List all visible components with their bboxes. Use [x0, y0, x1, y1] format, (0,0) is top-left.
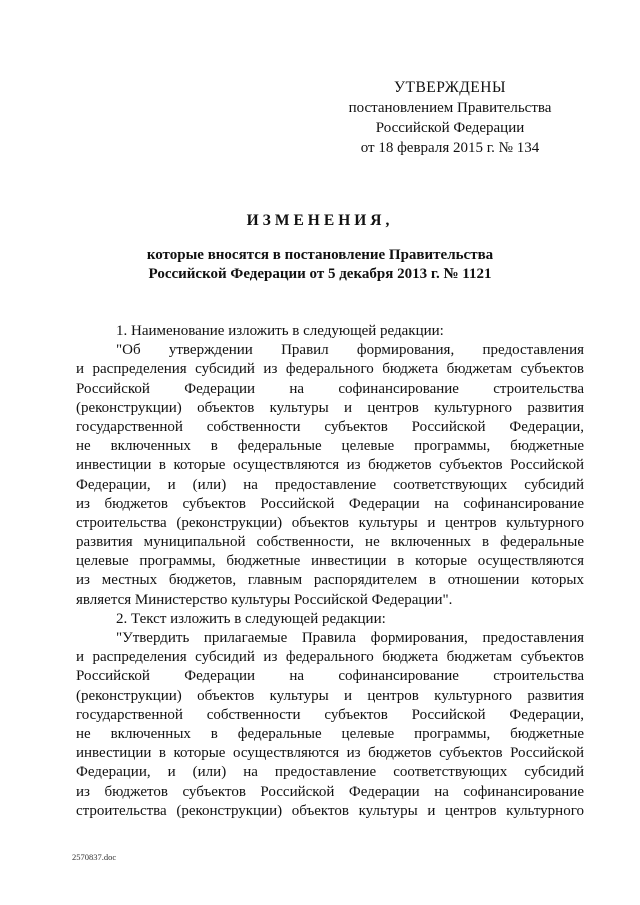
- body-line: 1. Наименование изложить в следующей редакции:: [116, 323, 444, 339]
- body-line: (реконструкции) объектов культуры и центров культурного развития: [76, 399, 584, 416]
- approval-line-2: Российской Федерации: [375, 120, 525, 136]
- file-name-footer: 2570837.doc: [72, 852, 117, 862]
- approval-line-1: постановлением Правительства: [348, 100, 552, 116]
- body-line: не включенных в федеральные целевые программы, бюджетные: [76, 725, 584, 742]
- body-line: государственной собственности субъектов Российской Федерации,: [76, 418, 584, 435]
- body-line: инвестиции в которые осуществляются из бюджетов субъектов Российской: [76, 745, 584, 762]
- document-subtitle: [0, 246, 640, 284]
- body-line: из бюджетов субъектов Российской Федерации на софинансирование: [76, 783, 584, 800]
- body-line: 2. Текст изложить в следующей редакции:: [116, 610, 386, 627]
- body-line: Российской Федерации на софинансирование строительства: [76, 668, 584, 685]
- body-line: и распределения субсидий из федерального бюджета бюджетам субъектов: [76, 361, 584, 378]
- body-line: "Утвердить прилагаемые Правила формирования, предоставления: [116, 630, 584, 646]
- body-line: строительства (реконструкции) объектов культуры и центров культурного: [76, 514, 584, 531]
- body-line: является Министерство культуры Российской Федерации".: [76, 591, 453, 608]
- body-line: "Об утверждении Правил формирования, предоставления: [116, 342, 584, 359]
- body-line: строительства (реконструкции) объектов культуры и центров культурного: [76, 802, 584, 819]
- subtitle-line-2: Российской Федерации от 5 декабря 2013 г. № 1121: [148, 266, 492, 282]
- subtitle-line-1: которые вносятся в постановление Правительства: [146, 247, 494, 263]
- body-line: не включенных в федеральные целевые программы, бюджетные: [76, 438, 584, 455]
- document-title: ИЗМЕНЕНИЯ,: [246, 212, 394, 229]
- body-line: Российской Федерации на софинансирование строительства: [76, 380, 584, 397]
- body-line: государственной собственности субъектов Российской Федерации,: [76, 706, 584, 723]
- body-line: и распределения субсидий из федерального бюджета бюджетам субъектов: [76, 649, 584, 666]
- document-body: [76, 322, 584, 821]
- body-line: Федерации, и (или) на предоставление соответствующих субсидий: [76, 764, 584, 781]
- body-line: Федерации, и (или) на предоставление соответствующих субсидий: [76, 476, 584, 493]
- body-line: (реконструкции) объектов культуры и центров культурного развития: [76, 687, 584, 704]
- body-line: из бюджетов субъектов Российской Федерации на софинансирование: [76, 495, 584, 512]
- body-line: целевые программы, бюджетные инвестиции в которые осуществляются: [76, 553, 584, 570]
- approval-line-3: от 18 февраля 2015 г. № 134: [360, 140, 540, 156]
- body-line: развития муниципальной собственности, не включенных в федеральные: [76, 534, 584, 551]
- body-line: из местных бюджетов, главным распорядителем в отношении которых: [76, 572, 584, 589]
- body-line: инвестиции в которые осуществляются из бюджетов субъектов Российской: [76, 457, 584, 474]
- approval-heading: УТВЕРЖДЕНЫ: [394, 79, 506, 96]
- approval-stamp: [320, 78, 580, 158]
